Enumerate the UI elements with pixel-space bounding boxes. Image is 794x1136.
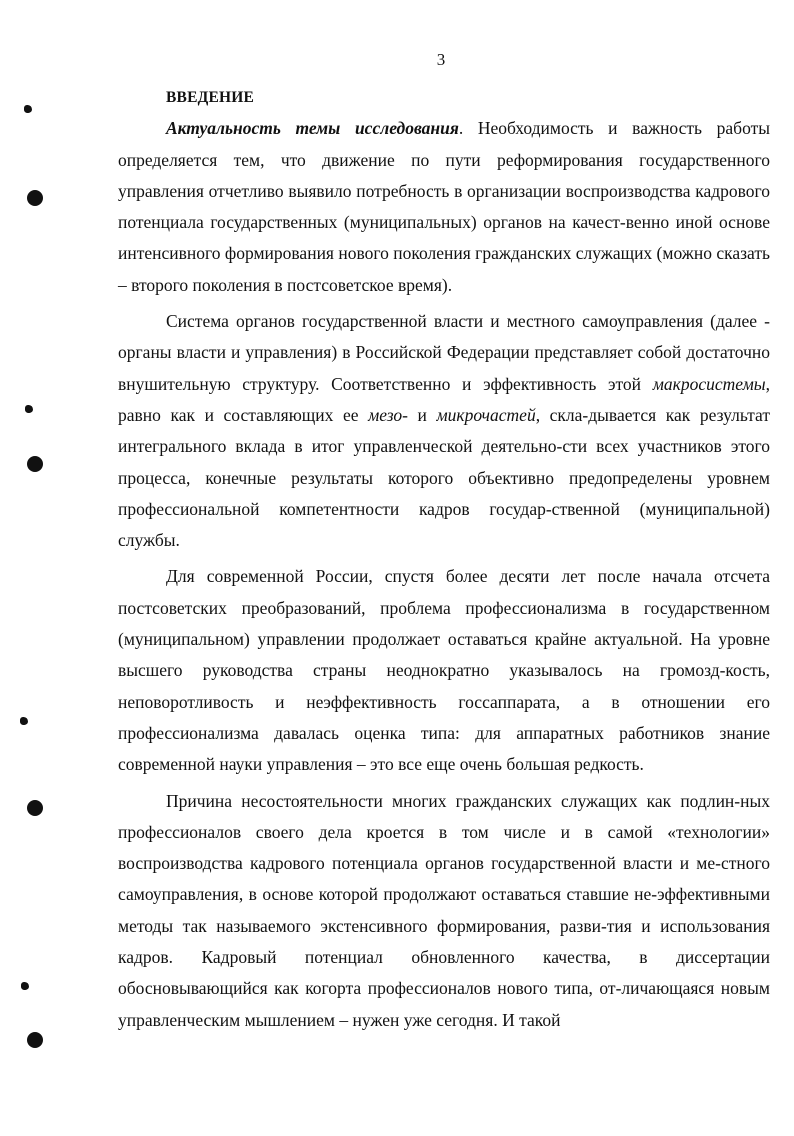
scan-speck: [20, 717, 28, 725]
italic-term: мезо-: [368, 404, 408, 425]
paragraph-text: . Необходимость и важность работы определяется тем, что движение по пути реформирования государственного управления отчетливо выявило потребность в организации воспроизводства кадрового потенциала государственных (муниципальных) органов на качест-венно иной основе интенсивного формирования нового поколения гражданских служащих (можно сказать – второго поколения в постсоветское время).: [118, 118, 770, 295]
italic-term: микрочастей: [436, 404, 536, 425]
paragraph-modern-russia: Для современной России, спустя более десяти лет после начала отсчета постсоветских преобразований, проблема профессионализма в государственном (муниципальном) управлении продолжает оставаться крайне актуальной. На уровне высшего руководства страны неоднократно указывалось на громозд-кость, неповоротливость и неэффективность госсаппарата, а в отношении его профессионализма давалась оценка типа: для аппаратных работников знание современной науки управления – это все еще очень большая редкость.: [118, 566, 770, 775]
punch-hole: [27, 456, 43, 472]
paragraph-text: , равно как и составляющих ее: [118, 373, 770, 425]
paragraph-system: [118, 306, 770, 556]
scan-speck: [24, 105, 32, 113]
italic-term: макросистемы: [652, 373, 766, 394]
paragraph-text: , скла-дывается как результат интегрального вклада в итог управленческой деятельно-сти всех участников этого процесса, конечные результаты которого объективно предопределены уровнем профессиональной компетентности кадров государ-ственной (муниципальной) службы.: [118, 404, 770, 551]
paragraph-relevance: [118, 113, 770, 301]
punch-hole: [27, 1032, 43, 1048]
document-body: [118, 82, 770, 1036]
scan-speck: [25, 405, 33, 413]
paragraph-text: и: [407, 404, 437, 425]
scan-speck: [21, 982, 29, 990]
page-number: 3: [436, 50, 446, 69]
section-heading: ВВЕДЕНИЕ: [166, 89, 255, 106]
punch-hole: [27, 190, 43, 206]
paragraph-cause: Причина несостоятельности многих гражданских служащих как подлин-ных профессионалов своего дела кроется в том числе и в самой «технологии» воспроизводства кадрового потенциала органов государственной власти и ме-стного самоуправления, в основе которой продолжают оставаться ставшие не-эффективными методы так называемого экстенсивного формирования, разви-тия и использования кадров. Кадровый потенциал обновленного качества, в диссертации обосновывающийся как когорта профессионалов нового типа, от-личающаяся новым управленческим мышлением – нужен уже сегодня. И такой: [118, 790, 770, 1030]
punch-hole: [27, 800, 43, 816]
paragraph-text: Система органов государственной власти и местного самоуправления (далее - органы власти и управления) в Российской Федерации представляет собой достаточно внушительную структуру. Соответственно и эффективность этой: [118, 311, 770, 394]
relevance-lead-phrase: Актуальность темы исследования: [166, 118, 459, 139]
